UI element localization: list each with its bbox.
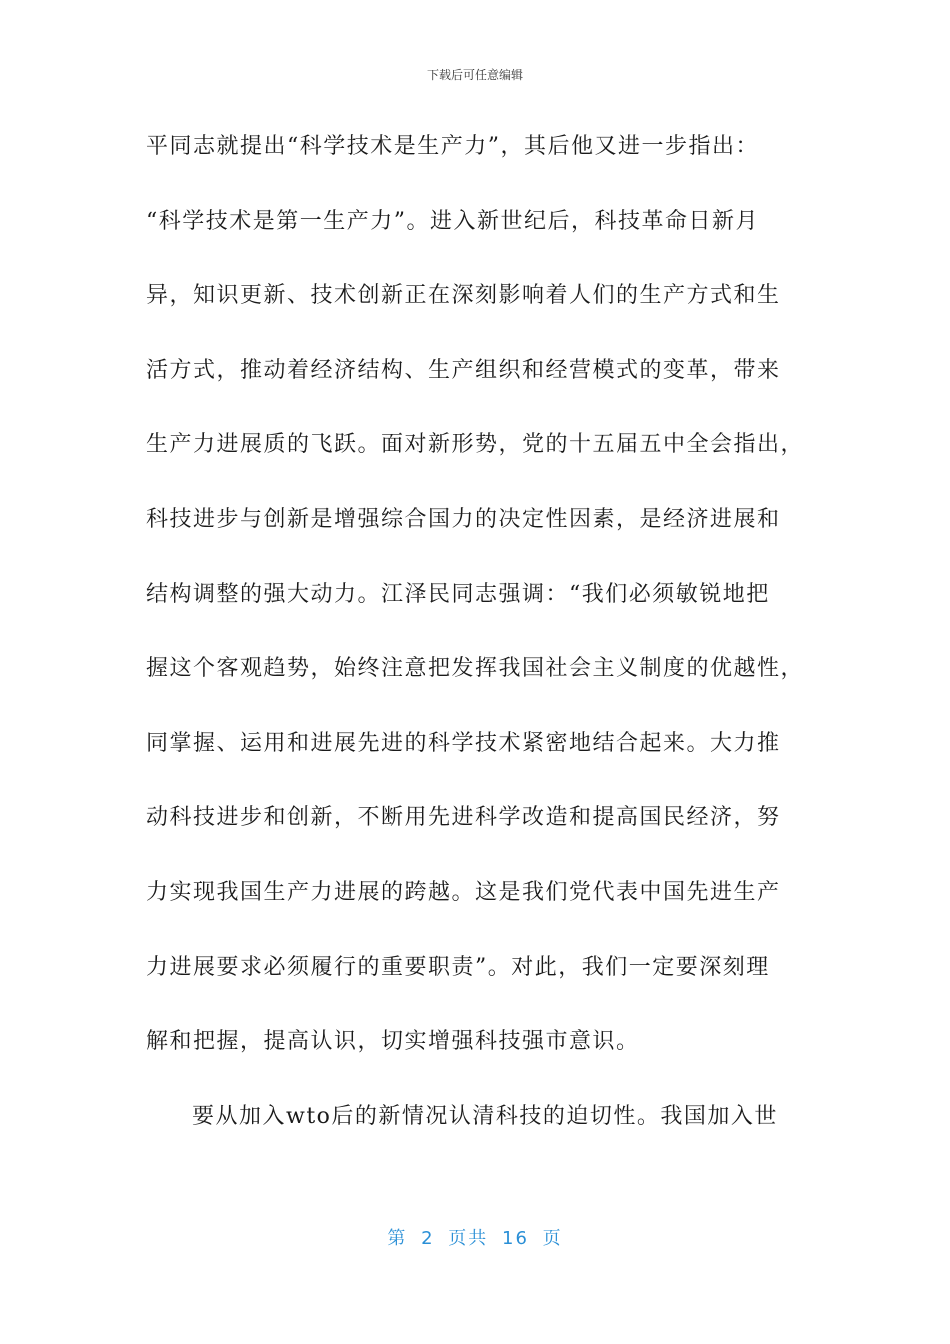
page-number: 2 [421, 1228, 435, 1249]
paragraph-line: “科学技术是第一生产力”。进入新世纪后，科技革命日新月 [146, 208, 759, 234]
paragraph-line: 平同志就提出“科学技术是生产力”，其后他又进一步指出： [146, 134, 759, 159]
paragraph-line: 握这个客观趋势，始终注意把发挥我国社会主义制度的优越性， [146, 656, 805, 682]
paragraph-line: 科技进步与创新是增强综合国力的决定性因素，是经济进展和 [146, 506, 781, 532]
page-prefix: 第 [387, 1228, 408, 1249]
paragraph-line: 力实现我国生产力进展的跨越。这是我们党代表中国先进生产 [146, 879, 781, 905]
paragraph-line: 异，知识更新、技术创新正在深刻影响着人们的生产方式和生 [146, 283, 781, 309]
page-suffix: 页 [542, 1228, 563, 1249]
paragraph-line: 解和把握，提高认识，切实增强科技强市意识。 [146, 1029, 640, 1055]
paragraph-line: 生产力进展质的飞跃。面对新形势，党的十五届五中全会指出， [146, 432, 805, 458]
paragraph-line: 活方式，推动着经济结构、生产组织和经营模式的变革，带来 [146, 357, 781, 383]
paragraph-line: 结构调整的强大动力。江泽民同志强调：“我们必须敏锐地把 [146, 581, 770, 607]
page-middle: 页共 [448, 1228, 489, 1249]
document-body [146, 127, 811, 1171]
page-footer [0, 1224, 950, 1250]
page-header: 下载后可任意编辑 [426, 68, 523, 82]
paragraph-line: 力进展要求必须履行的重要职责”。对此，我们一定要深刻理 [146, 954, 770, 980]
paragraph-line-indented: 要从加入wto后的新情况认清科技的迫切性。我国加入世 [192, 1103, 778, 1129]
paragraph-line: 动科技进步和创新，不断用先进科学改造和提高国民经济，努 [146, 805, 781, 831]
total-pages: 16 [502, 1228, 529, 1249]
paragraph-line: 同掌握、运用和进展先进的科学技术紧密地结合起来。大力推 [146, 730, 781, 756]
